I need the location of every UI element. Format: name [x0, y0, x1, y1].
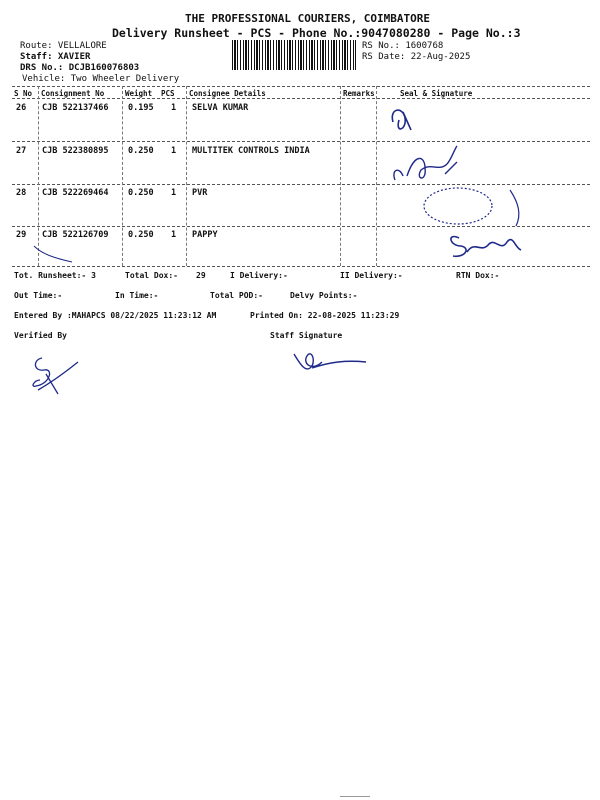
tot-runsheet: Tot. Runsheet:- 3 — [14, 271, 96, 280]
signature-row-27 — [385, 142, 575, 190]
document-subtitle: Delivery Runsheet - PCS - Phone No.:9047080280 - Page No.:3 — [112, 26, 521, 40]
route-label: Route: VELLALORE — [20, 41, 107, 51]
table-row-pcs: 1 — [171, 188, 177, 198]
table-row-consignment: CJB 522380895 — [42, 146, 109, 156]
table-row-consignee: PVR — [192, 188, 208, 198]
table-row-consignment: CJB 522137466 — [42, 103, 109, 113]
column-header-seal: Seal & Signature — [400, 89, 473, 98]
column-divider — [376, 86, 377, 266]
total-pod: Total POD:- — [210, 291, 263, 300]
ii-delivery: II Delivery:- — [340, 271, 403, 280]
rtn-dox: RTN Dox:- — [456, 271, 500, 280]
footer-mark — [340, 796, 370, 797]
handwritten-phone: 9444764112 — [475, 251, 552, 265]
table-row-weight: 0.250 — [128, 146, 154, 156]
i-delivery: I Delivery:- — [230, 271, 288, 280]
table-row-consignee: PAPPY — [192, 230, 218, 240]
document-title: THE PROFESSIONAL COURIERS, COIMBATORE — [185, 12, 431, 25]
column-divider — [340, 86, 341, 266]
handwritten-phone: 9500679535 — [479, 171, 556, 185]
verified-by-signature — [28, 350, 88, 400]
drs-number: DRS No.: DCJB160076803 — [20, 63, 140, 73]
table-row-pcs: 1 — [171, 103, 177, 113]
table-row-pcs: 1 — [171, 146, 177, 156]
table-row-sno: 27 — [16, 146, 27, 156]
column-divider — [186, 86, 187, 266]
table-row-consignment: CJB 522269464 — [42, 188, 109, 198]
table-row-sno: 28 — [16, 188, 27, 198]
printed-on: Printed On: 22-08-2025 11:23:29 — [250, 311, 400, 320]
table-header-divider — [12, 98, 590, 99]
table-row-pcs: 1 — [171, 230, 177, 240]
table-row-consignment: CJB 522126709 — [42, 230, 109, 240]
table-row-consignee: SELVA KUMAR — [192, 103, 249, 113]
in-time: In Time:- — [115, 291, 159, 300]
column-header-consignee: Consignee Details — [189, 89, 266, 98]
staff-label: Staff: XAVIER — [20, 52, 91, 62]
table-row-consignee: MULTITEK CONTROLS INDIA — [192, 146, 310, 156]
column-divider — [38, 86, 39, 266]
column-header-pcs: PCS — [161, 89, 175, 98]
signature-row-29 — [445, 228, 595, 268]
column-header-weight: Weight — [125, 89, 153, 98]
ink-mark — [32, 240, 82, 265]
total-dox-label: Total Dox:- — [125, 271, 178, 280]
staff-signature-label: Staff Signature — [270, 331, 343, 340]
handwritten-phone: 8973749779 — [465, 128, 555, 144]
table-row-sno: 26 — [16, 103, 27, 113]
rs-number: RS No.: 1600768 — [362, 41, 444, 51]
column-divider — [122, 86, 123, 266]
table-row-weight: 0.250 — [128, 230, 154, 240]
staff-signature — [290, 344, 370, 380]
table-row-weight: 0.195 — [128, 103, 154, 113]
seal-stamp-row-28 — [422, 184, 542, 234]
table-row-weight: 0.250 — [128, 188, 154, 198]
handwritten-name: N.Bre — [436, 207, 483, 226]
total-dox-value: 29 — [196, 271, 206, 280]
column-header-remarks: Remarks — [343, 89, 375, 98]
delvy-points: Delvy Points:- — [290, 291, 358, 300]
rs-date: RS Date: 22-Aug-2025 — [362, 52, 471, 62]
entered-by: Entered By :MAHAPCS 08/22/2025 11:23:12 AM — [14, 311, 217, 320]
barcode-image — [232, 40, 356, 70]
column-header-sno: S No — [14, 89, 33, 98]
handwritten-date: 21.8.25 — [421, 112, 463, 125]
table-top-border — [12, 86, 590, 87]
column-header-consignment: Consignment No — [41, 89, 105, 98]
vehicle-label: Vehicle: Two Wheeler Delivery — [22, 74, 180, 84]
verified-by-label: Verified By — [14, 331, 67, 340]
table-row-sno: 29 — [16, 230, 27, 240]
out-time: Out Time:- — [14, 291, 63, 300]
